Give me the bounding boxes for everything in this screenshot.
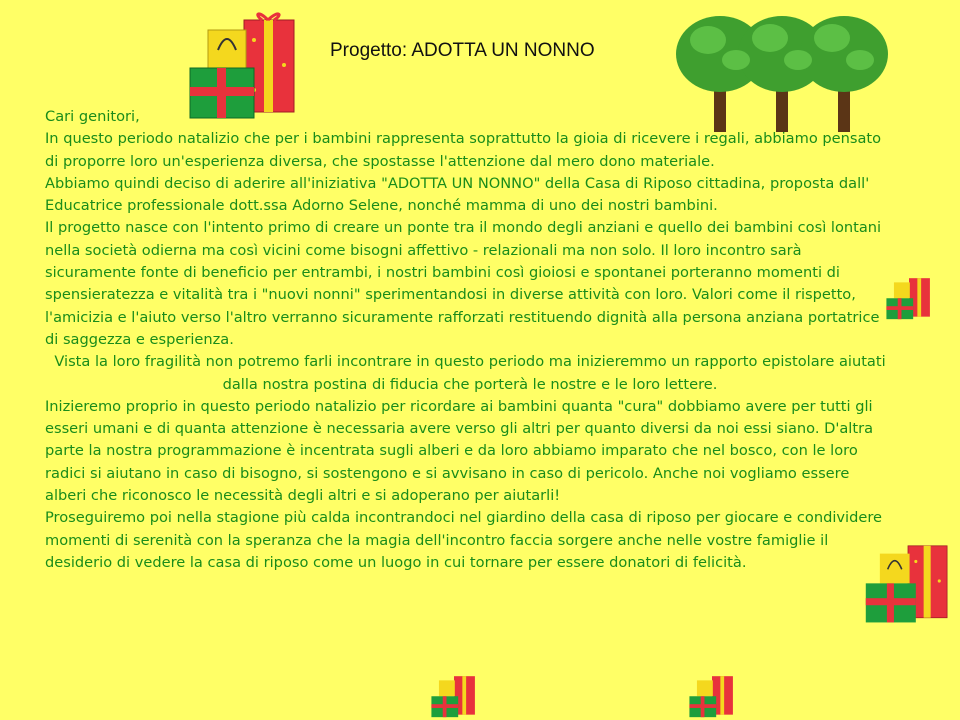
letter-body [45,106,895,574]
gift-boxes-icon [188,10,300,120]
greeting: Cari genitori, [45,108,140,125]
paragraph: Proseguiremo poi nella stagione più calda incontrandoci nel giardino della casa di riposo per giocare e condividere momenti di serenità con la speranza che la magia dell'incontro faccia sorgere anche nelle vostre famiglie il desiderio di vedere la casa di riposo come un luogo in cui tornare per essere donatori di felicità. [45,509,882,571]
paragraph: Vista la loro fragilità non potremo farli incontrare in questo periodo ma inizieremmo un rapporto epistolare aiutati dalla nostra postina di fiducia che porterà le nostre e le loro lettere. [54,353,886,393]
paragraph: Abbiamo quindi deciso di aderire all'iniziativa "ADOTTA UN NONNO" della Casa di Riposo cittadina, proposta dall' Educatrice professionale dott.ssa Adorno Selene, nonché mamma di uno dei nostri bambini. [45,174,870,215]
paragraph: Il progetto nasce con l'intento primo di creare un ponte tra il mondo degli anziani e quello dei bambini così lontani nella società odierna ma così vicini come bisogni affettivo - relazionali ma non solo. Il loro incontro sarà sicuramente fonte di beneficio per entrambi, i nostri bambini così gioiosi e spontanei porteranno momenti di spensieratezza e vitalità tra i "nuovi nonni" sperimentandosi in diverse attività con loro. Valori come il rispetto, l'amicizia e l'aiuto verso l'altro verranno sicuramente rafforzati restituendo dignità alla persona anziana portatrice di saggezza e esperienza. [45,219,882,348]
gift-boxes-icon [430,672,478,718]
gift-boxes-icon [688,672,736,718]
page-title: Progetto: ADOTTA UN NONNO [330,40,595,61]
paragraph: Inizieremo proprio in questo periodo natalizio per ricordare ai bambini quanta "cura" dobbiamo avere per tutti gli esseri umani e di quanta attenzione è necessaria avere verso gli altri per quanto diversi da noi essi siano. D'altra parte la nostra programmazione è incentrata sugli alberi e da loro abbiamo imparato che nel bosco, con le loro radici si aiutano in caso di bisogno, si sostengono e si avvisano in caso di pericolo. Anche noi vogliamo essere alberi che riconosco le necessità degli altri e si adoperano per aiutarli! [45,397,874,505]
paragraph: In questo periodo natalizio che per i bambini rappresenta soprattutto la gioia di ricevere i regali, abbiamo pensato di proporre loro un'esperienza diversa, che spostasse l'attenzione dal mero dono materiale. [45,130,882,170]
